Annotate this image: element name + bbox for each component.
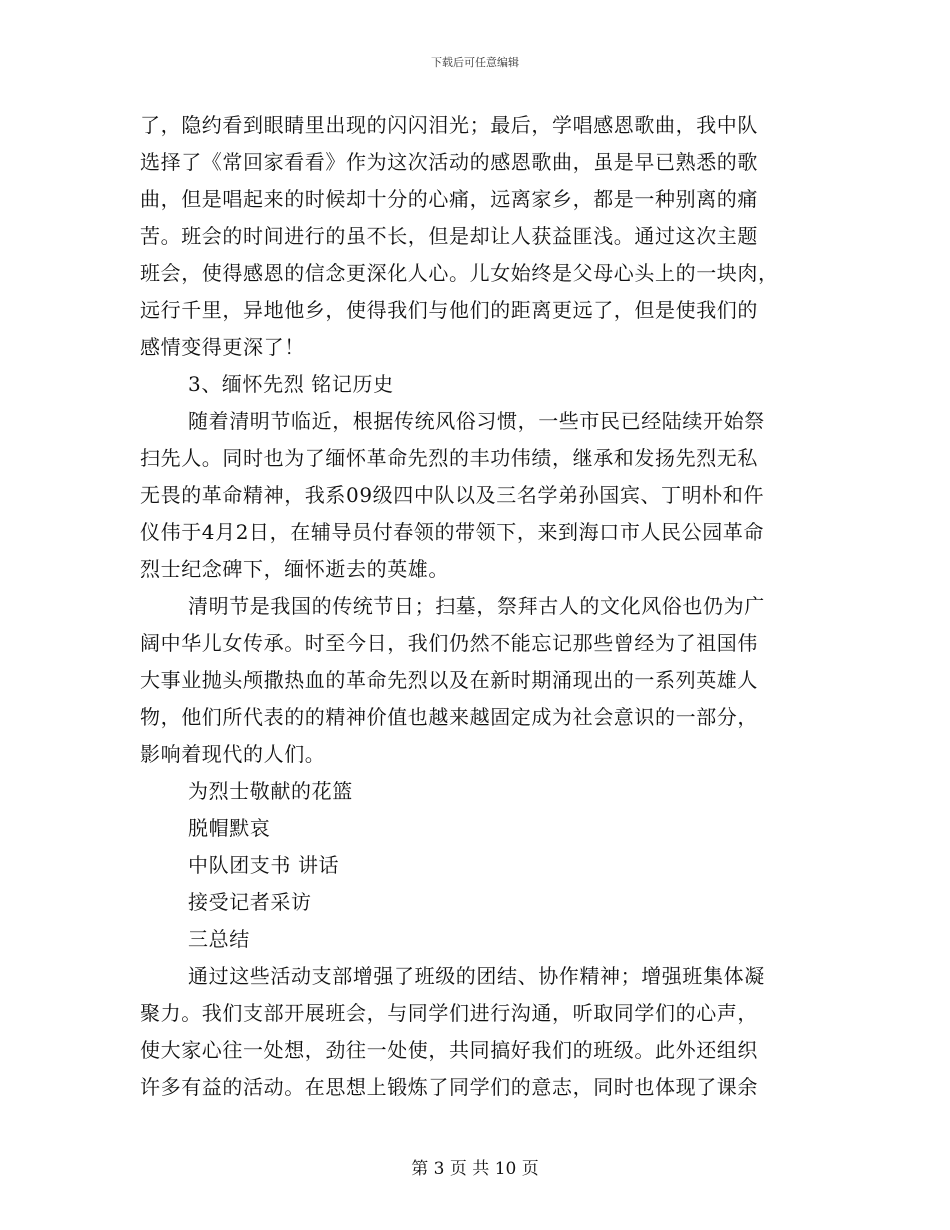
text-line: 三总结 [188,927,250,951]
text-line: 脱帽默哀 [188,816,271,840]
text-line: 烈士纪念碑下，缅怀逝去的英雄。 [140,557,449,581]
text-line: 了，隐约看到眼睛里出现的闪闪泪光；最后，学唱感恩歌曲，我中队 [140,113,758,137]
text-line: 仪伟于4月2日，在辅导员付春领的带领下，来到海口市人民公园革命 [140,520,765,544]
text-line: 阔中华儿女传承。时至今日，我们仍然不能忘记那些曾经为了祖国伟 [140,631,758,655]
text-line: 聚力。我们支部开展班会，与同学们进行沟通，听取同学们的心声， [140,1001,758,1025]
text-line: 扫先人。同时也为了缅怀革命先烈的丰功伟绩，继承和发扬先烈无私 [140,446,758,470]
text-line: 苦。班会的时间进行的虽不长，但是却让人获益匪浅。通过这次主题 [140,224,758,248]
text-line: 选择了《常回家看看》作为这次活动的感恩歌曲，虽是早已熟悉的歌 [140,150,758,174]
page-header: 下载后可任意编辑 [431,56,519,69]
text-line: 物，他们所代表的的精神价值也越来越固定成为社会意识的一部分， [140,705,758,729]
text-line: 影响着现代的人们。 [140,742,326,766]
text-line: 大事业抛头颅撒热血的革命先烈以及在新时期涌现出的一系列英雄人 [140,668,758,692]
document-body [140,107,820,1106]
text-line: 感情变得更深了！ [140,335,305,359]
text-line: 清明节是我国的传统节日；扫墓，祭拜古人的文化风俗也仍为广 [188,594,765,618]
text-line: 远行千里，异地他乡，使得我们与他们的距离更远了，但是使我们的 [140,298,758,322]
text-line: 班会，使得感恩的信念更深化人心。儿女始终是父母心头上的一块肉， [140,261,779,285]
page-footer: 第 3 页 共 10 页 [411,1159,539,1179]
text-line: 无畏的革命精神，我系09级四中队以及三名学弟孙国宾、丁明朴和仵 [140,483,765,507]
text-line: 使大家心往一处想，劲往一处使，共同搞好我们的班级。此外还组织 [140,1038,758,1062]
text-line: 曲，但是唱起来的时候却十分的心痛，远离家乡，都是一种别离的痛 [140,187,758,211]
text-line: 随着清明节临近，根据传统风俗习惯，一些市民已经陆续开始祭 [188,409,765,433]
text-line: 3、缅怀先烈 铭记历史 [188,372,394,396]
text-line: 中队团支书 讲话 [188,853,340,877]
text-line: 通过这些活动支部增强了班级的团结、协作精神；增强班集体凝 [188,964,765,988]
text-line: 为烈士敬献的花篮 [188,779,353,803]
text-line: 许多有益的活动。在思想上锻炼了同学们的意志，同时也体现了课余 [140,1075,758,1099]
text-line: 接受记者采访 [188,890,312,914]
